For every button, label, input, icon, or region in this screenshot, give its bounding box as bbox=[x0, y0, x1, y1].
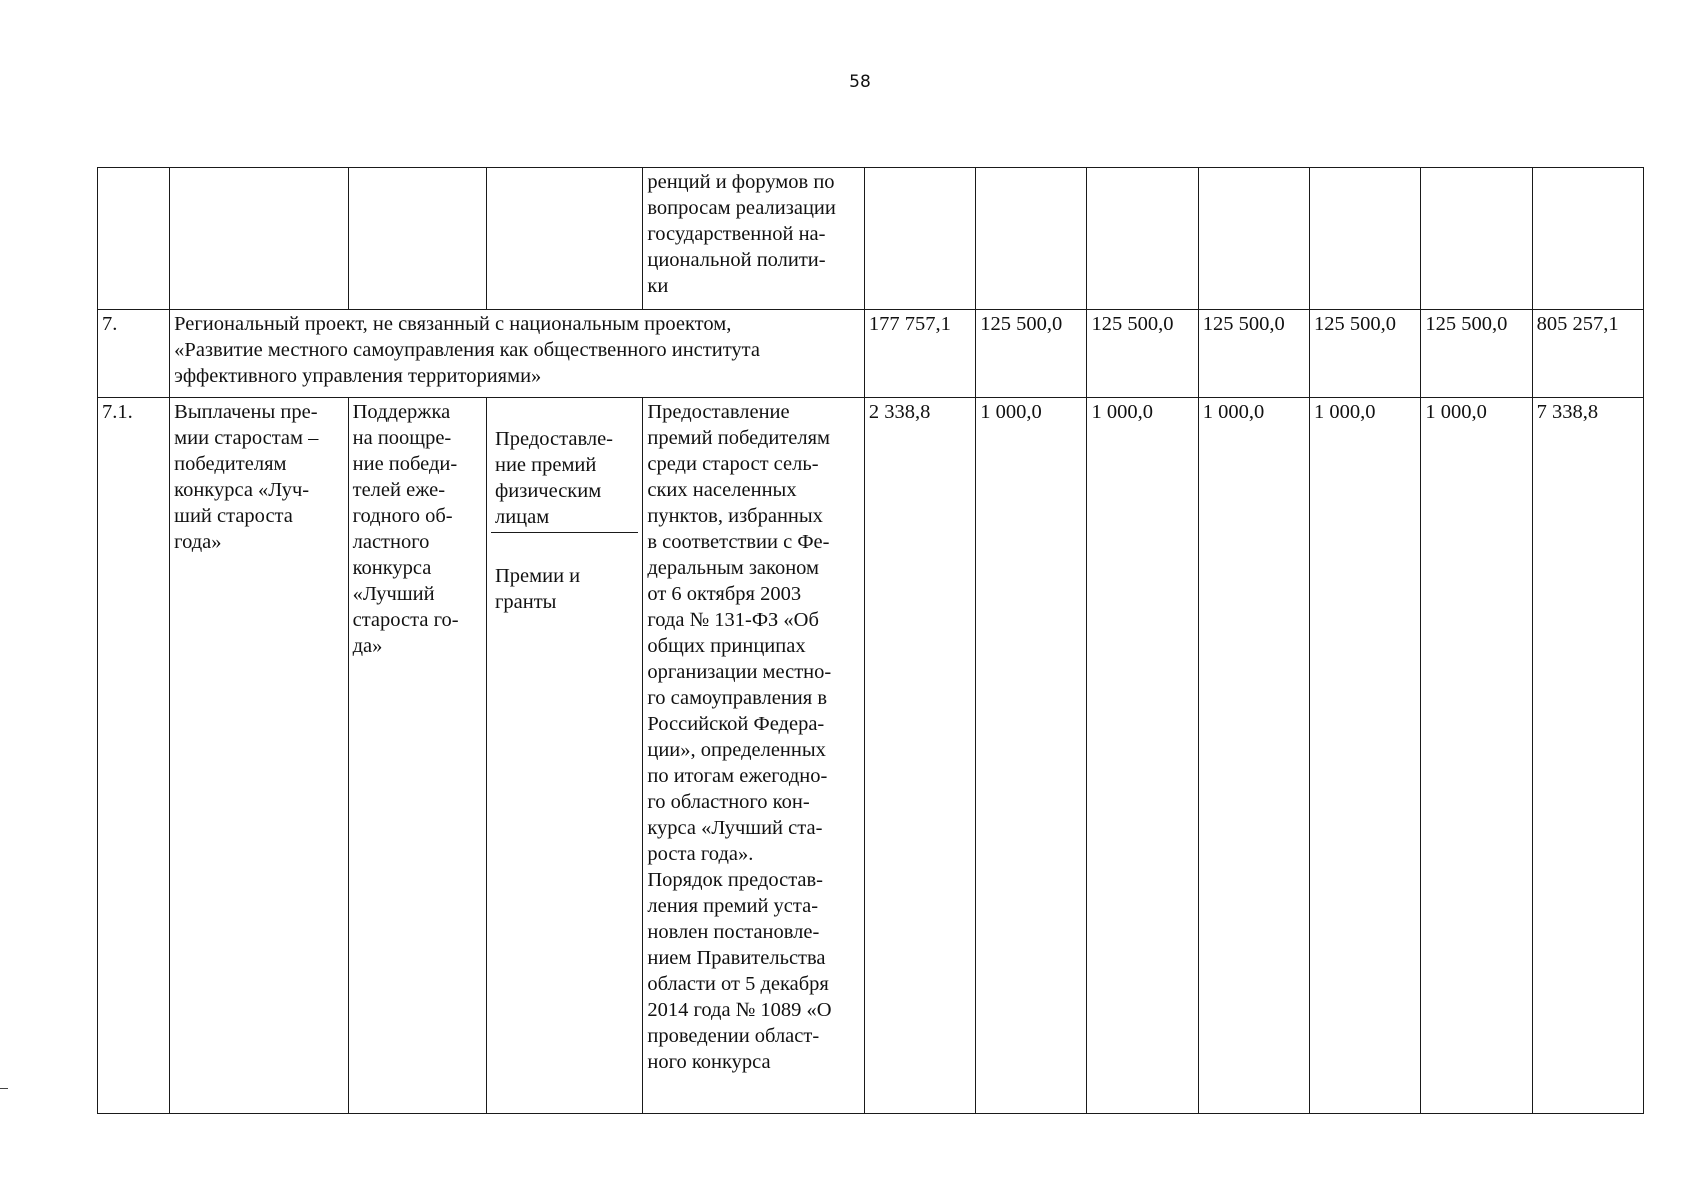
value-cell: 1 000,0 bbox=[976, 398, 1087, 1114]
description-cell: Предоставление премий победителям среди старост сель- ских населенных пунктов, избранных в соответствии с Фе- деральным законом от 6 октября 2003 года № 131-ФЗ «Об общих принципах организации местно- го самоуправления в Российской Федера- ции», определенных по итогам ежегодно- го областного кон- курса «Лучший ста- роста года». Порядок предостав- ления премий уста- новлен постановле- нием Правительства области от 5 декабря 2014 года № 1089 «О проведении област- ного конкурса bbox=[643, 398, 865, 1114]
project-title: Региональный проект, не связанный с национальным проектом, «Развитие местного самоуправления как общественного института эффективного управления территориями» bbox=[170, 310, 865, 398]
value-cell: 1 000,0 bbox=[1087, 398, 1198, 1114]
total-cell: 7 338,8 bbox=[1532, 398, 1643, 1114]
cell-empty bbox=[864, 168, 975, 310]
item-row bbox=[98, 398, 1644, 1114]
description-cell: ренций и форумов по вопросам реализации государственной на- циональной полити- ки bbox=[643, 168, 865, 310]
value-cell: 2 338,8 bbox=[864, 398, 975, 1114]
budget-table bbox=[97, 167, 1644, 1114]
measure-cell: Поддержка на поощре- ние победи- телей еже- годного об- ластного конкурса «Лучший староста го- да» bbox=[348, 398, 486, 1114]
value-cell: 1 000,0 bbox=[1421, 398, 1532, 1114]
margin-mark bbox=[0, 1088, 8, 1089]
value-cell: 125 500,0 bbox=[1087, 310, 1198, 398]
continuation-row bbox=[98, 168, 1644, 310]
cell-empty bbox=[1421, 168, 1532, 310]
row-number: 7. bbox=[98, 310, 170, 398]
cell-empty bbox=[486, 168, 642, 310]
cell-empty bbox=[1087, 168, 1198, 310]
cell-empty bbox=[1310, 168, 1421, 310]
cell-empty bbox=[170, 168, 348, 310]
cell-empty bbox=[98, 168, 170, 310]
value-cell: 177 757,1 bbox=[864, 310, 975, 398]
cell-empty bbox=[348, 168, 486, 310]
project-row bbox=[98, 310, 1644, 398]
expense-type-bottom: Премии и гранты bbox=[494, 565, 581, 613]
value-cell: 125 500,0 bbox=[1421, 310, 1532, 398]
value-cell: 125 500,0 bbox=[1198, 310, 1309, 398]
page-number: 58 bbox=[849, 72, 871, 92]
total-cell: 805 257,1 bbox=[1532, 310, 1643, 398]
value-cell: 125 500,0 bbox=[976, 310, 1087, 398]
value-cell: 1 000,0 bbox=[1310, 398, 1421, 1114]
result-cell: Выплачены пре- мии старостам – победителям конкурса «Луч- ший староста года» bbox=[170, 398, 348, 1114]
expense-type-cell bbox=[486, 398, 642, 1114]
expense-type-top: Предоставле- ние премий физическим лицам bbox=[491, 425, 638, 533]
value-cell: 125 500,0 bbox=[1310, 310, 1421, 398]
cell-empty bbox=[1532, 168, 1643, 310]
value-cell: 1 000,0 bbox=[1198, 398, 1309, 1114]
cell-empty bbox=[1198, 168, 1309, 310]
row-number: 7.1. bbox=[98, 398, 170, 1114]
cell-empty bbox=[976, 168, 1087, 310]
